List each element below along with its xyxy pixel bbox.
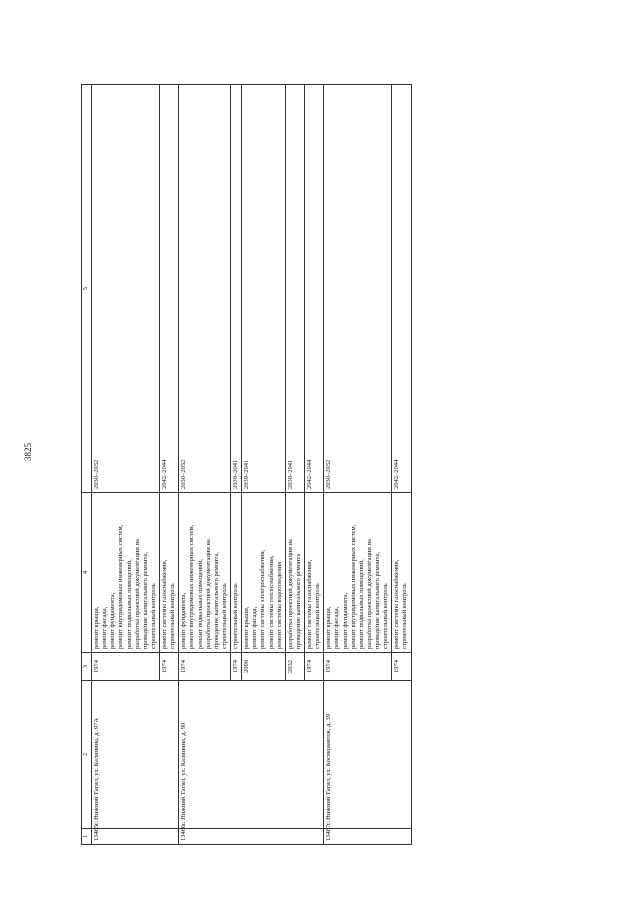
group-works bbox=[392, 493, 411, 653]
group-year: 1974 bbox=[179, 653, 231, 681]
work-item: ремонт системы газоснабжения, bbox=[161, 559, 168, 649]
group-year: 1974 bbox=[92, 653, 160, 681]
work-item: ремонт фасада, bbox=[251, 606, 259, 649]
table-row bbox=[324, 85, 392, 845]
entry-number: 13467. bbox=[324, 829, 411, 845]
group-year: 1974 bbox=[231, 653, 242, 681]
header-col-1: 1 bbox=[82, 829, 92, 845]
group-works bbox=[305, 493, 324, 653]
header-col-4: 4 bbox=[82, 493, 92, 653]
entry-number: 13465. bbox=[92, 829, 179, 845]
work-item: строительный контроль bbox=[232, 583, 239, 649]
group-year: 1974 bbox=[324, 653, 392, 681]
work-item: проведение капитального ремонта, bbox=[374, 552, 381, 649]
group-works bbox=[179, 493, 231, 653]
group-works bbox=[285, 493, 304, 653]
table-row bbox=[92, 85, 160, 845]
work-item: проведение капитального ремонта, bbox=[141, 552, 149, 649]
work-item: ремонт фасада, bbox=[333, 606, 341, 649]
work-item: ремонт системы газоснабжения, bbox=[393, 559, 401, 649]
work-item: ремонт фундамента, bbox=[109, 592, 117, 649]
work-item: ремонт системы электроснабжения, bbox=[259, 549, 267, 649]
group-period: 2039–2041 bbox=[231, 85, 242, 493]
entry-address: г. Нижний Тагил, ул. Космонавтов, д. 39 bbox=[324, 681, 411, 829]
work-item: разработка проектной документации на bbox=[133, 539, 141, 649]
work-item: строительный контроль bbox=[220, 583, 228, 649]
work-item: разработка проектной документации на bbox=[204, 539, 212, 649]
group-year: 2009 bbox=[242, 653, 286, 681]
group-period: 2030–2032 bbox=[179, 85, 231, 493]
header-col-3: 3 bbox=[82, 653, 92, 681]
group-year: 1974 bbox=[160, 653, 179, 681]
work-item: ремонт внутридомовых инженерных систем, bbox=[117, 524, 125, 649]
group-period: 2042–2044 bbox=[160, 85, 179, 493]
work-item: ремонт системы теплоснабжения, bbox=[267, 555, 275, 649]
table-row bbox=[179, 85, 231, 845]
work-item: ремонт фундамента, bbox=[341, 592, 349, 649]
group-period: 2042–2044 bbox=[392, 85, 411, 493]
header-col-2: 2 bbox=[82, 681, 92, 829]
work-item: ремонт крыши, bbox=[325, 606, 333, 649]
work-item: ремонт подвальных помещений, bbox=[125, 559, 133, 649]
group-works bbox=[242, 493, 286, 653]
group-works bbox=[160, 493, 179, 653]
group-period: 2042–2044 bbox=[305, 85, 324, 493]
work-item: ремонт фасада, bbox=[101, 606, 109, 649]
work-item: разработка проектной документации на bbox=[286, 539, 294, 649]
group-period: 2039–2041 bbox=[285, 85, 304, 493]
work-item: разработка проектной документации на bbox=[365, 539, 373, 649]
group-year: 2032 bbox=[285, 653, 304, 681]
work-item: ремонт внутридомовых инженерных систем, bbox=[188, 524, 196, 649]
group-year: 1974 bbox=[305, 653, 324, 681]
entry-address: г. Нижний Тагил, ул. Калинина, д. 99 bbox=[179, 681, 324, 829]
rotated-table-container bbox=[81, 85, 541, 845]
group-period: 2030–2032 bbox=[92, 85, 160, 493]
work-item: строительный контроль bbox=[314, 583, 322, 649]
work-item: проведение капитального ремонта bbox=[294, 553, 302, 649]
work-item: строительный контроль bbox=[401, 583, 409, 649]
work-item: ремонт подвальных помещений, bbox=[196, 559, 204, 649]
work-item: ремонт подвальных помещений, bbox=[357, 559, 365, 649]
group-works bbox=[231, 493, 242, 653]
work-item: ремонт крыши, bbox=[243, 606, 251, 649]
work-item: ремонт фундамента, bbox=[180, 592, 188, 649]
work-item: проведение капитального ремонта, bbox=[212, 552, 220, 649]
work-item: строительный контроль bbox=[149, 583, 157, 649]
entry-address: г. Нижний Тагил, ул. Калинина, д. 97А bbox=[92, 681, 179, 829]
group-works bbox=[92, 493, 160, 653]
entry-number: 13466. bbox=[179, 829, 324, 845]
group-period: 2039–2041 bbox=[242, 85, 286, 493]
work-item: ремонт системы водоотведения bbox=[275, 561, 283, 649]
work-item: строительный контроль bbox=[382, 583, 390, 649]
work-item: ремонт крыши, bbox=[93, 606, 100, 649]
work-item: ремонт внутридомовых инженерных систем, bbox=[349, 524, 357, 649]
works-table bbox=[81, 84, 412, 845]
table-body bbox=[92, 85, 412, 845]
work-item: ремонт системы газоснабжения, bbox=[306, 559, 313, 649]
group-year: 1974 bbox=[392, 653, 411, 681]
group-period: 2030–2032 bbox=[324, 85, 392, 493]
page-number-text: 3825 bbox=[23, 443, 33, 461]
table-header-row bbox=[82, 85, 92, 845]
group-works bbox=[324, 493, 392, 653]
header-col-5: 5 bbox=[82, 85, 92, 493]
work-item: строительный контроль bbox=[169, 583, 177, 649]
